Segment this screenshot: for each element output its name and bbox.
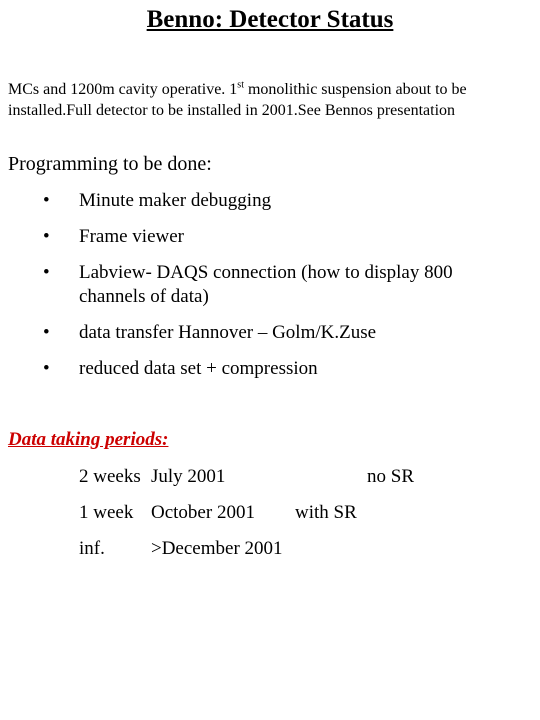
programming-heading: Programming to be done: [8,153,212,175]
data-taking-heading: Data taking periods: [8,429,169,450]
period-duration: inf. [79,538,105,559]
period-date: October 2001 [151,502,255,523]
list-item-text: Minute maker debugging [79,190,272,211]
bullet-icon: • [43,322,50,343]
period-duration: 1 week [79,502,134,523]
list-item-text: reduced data set + compression [79,358,318,379]
list-item-text: data transfer Hannover – Golm/K.Zuse [79,322,377,343]
bullet-icon: • [43,358,50,379]
bullet-icon: • [43,190,50,211]
page-title: Benno: Detector Status [146,6,394,33]
period-date: July 2001 [151,466,226,487]
period-note: no SR [367,466,414,487]
bullet-icon: • [43,262,50,283]
period-note: with SR [295,502,357,523]
intro-superscript: st [237,79,244,91]
period-date: >December 2001 [151,538,283,559]
intro-text-end: monolithic suspension about to be installed.Full detector to be installed in 2001.See Bennos presentation [8,81,467,119]
intro-paragraph [8,79,530,121]
intro-text-start: MCs and 1200m cavity operative. 1 [8,81,238,98]
bullet-icon: • [43,226,50,247]
list-item-text: Frame viewer [79,226,184,247]
period-duration: 2 weeks [79,466,141,487]
list-item-text: Labview- DAQS connection (how to display 800 channels of data) [79,262,453,307]
